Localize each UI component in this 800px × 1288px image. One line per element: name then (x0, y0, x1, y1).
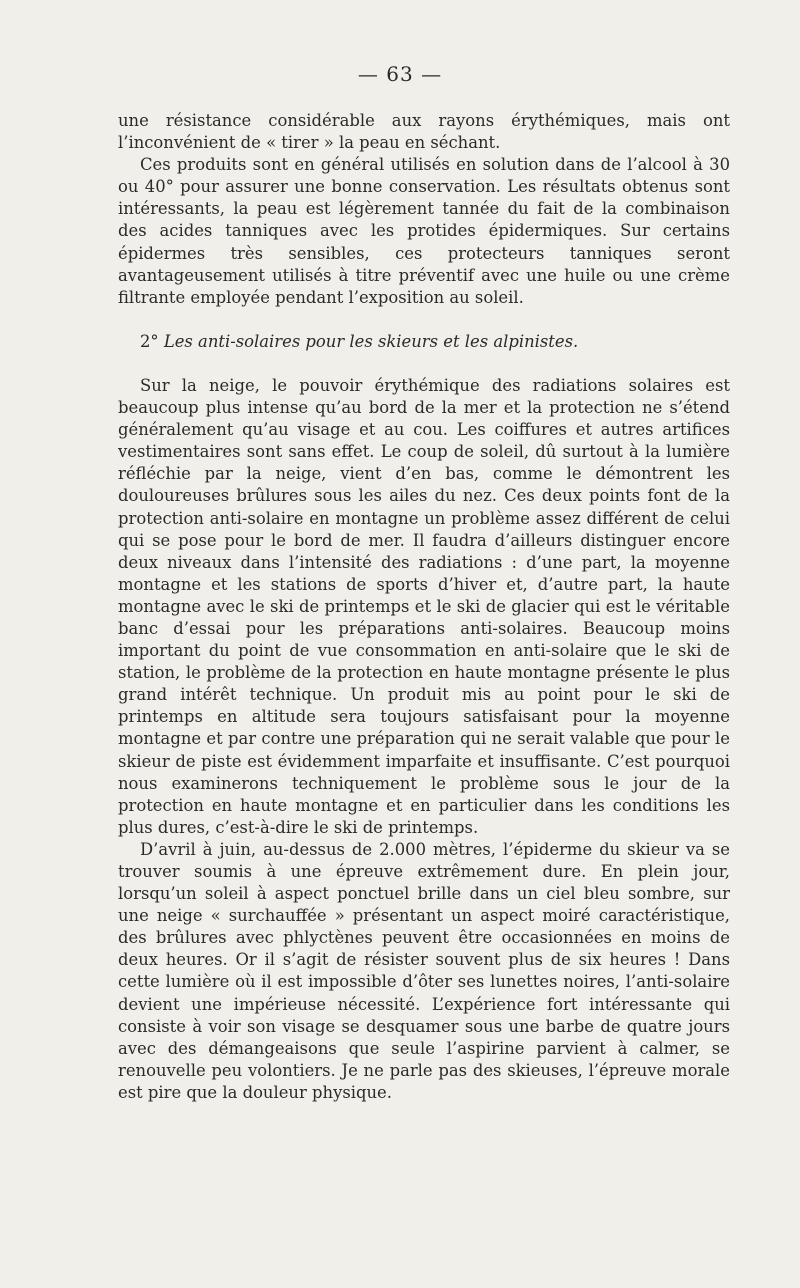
paragraph-continuation: une résistance considérable aux rayons érythémiques, mais ont l’inconvénient de « tirer » la peau en séchant. (118, 111, 730, 153)
page-number: — 63 — (357, 62, 443, 86)
body-text (118, 110, 730, 1104)
section-heading (118, 331, 730, 353)
section-number: 2° (140, 331, 159, 351)
paragraph-snow-radiation: Sur la neige, le pouvoir érythémique des radiations solaires est beaucoup plus intense qu’au bord de la mer et la protection ne s’étend généralement qu’au visage et au cou. Les coiffures et autres artifices vestimentaires sont sans effet. Le coup de soleil, dû surtout à la lumière réfléchie par la neige, vient d’en bas, comme le démontrent les douloureuses brûlures sous les ailes du nez. Ces deux points font de la protection anti-solaire en montagne un problème assez différent de celui qui se pose pour le bord de mer. Il faudra d’ailleurs distinguer encore deux niveaux dans l’intensité des radiations : d’une part, la moyenne montagne et les stations de sports d’hiver et, d’autre part, la haute montagne avec le ski de printemps et le ski de glacier qui est le véritable banc d’essai pour les préparations anti-solaires. Beaucoup moins important du point de vue consommation en anti-solaire que le ski de station, le problème de la protection en haute montagne présente le plus grand intérêt technique. Un produit mis au point pour le ski de printemps en altitude sera toujours satisfaisant pour la moyenne montagne et par contre une préparation qui ne serait valable que pour le skieur de piste est évidemment imparfaite et insuffisante. C’est pourquoi nous examinerons techniquement le problème sous le jour de la protection en haute montagne et en particulier dans les conditions les plus dures, c’est-à-dire le ski de printemps. (118, 375, 730, 837)
paragraph-spring-skiing: D’avril à juin, au-dessus de 2.000 mètres, l’épiderme du skieur va se trouver soumis à une épreuve extrêmement dure. En plein jour, lorsqu’un soleil à aspect ponctuel brille dans un ciel bleu sombre, sur une neige « surchauffée » présentant un aspect moiré caractéristique, des brûlures avec phlyctènes peuvent être occasionnées en moins de deux heures. Or il s’agit de résister souvent plus de six heures ! Dans cette lumière où il est impossible d’ôter ses lunettes noires, l’anti-solaire devient une impérieuse nécessité. L’expérience fort intéressante qui consiste à voir son visage se desquamer sous une barbe de quatre jours avec des démangeaisons que seule l’aspirine parvient à calmer, se renouvelle peu volontiers. Je ne parle pas des skieuses, l’épreuve morale est pire que la douleur physique. (118, 839, 730, 1102)
paragraph-tannic-products: Ces produits sont en général utilisés en solution dans de l’alcool à 30 ou 40° pour assurer une bonne conservation. Les résultats obtenus sont intéressants, la peau est légèrement tannée du fait de la combinaison des acides tanniques avec les protides épidermiques. Sur certains épidermes très sensibles, ces protecteurs tanniques seront avantageusement utilisés à titre préventif avec une huile ou une crème filtrante employée pendant l’exposition au soleil. (118, 155, 730, 307)
section-title: Les anti-solaires pour les skieurs et les alpinistes. (163, 331, 579, 351)
